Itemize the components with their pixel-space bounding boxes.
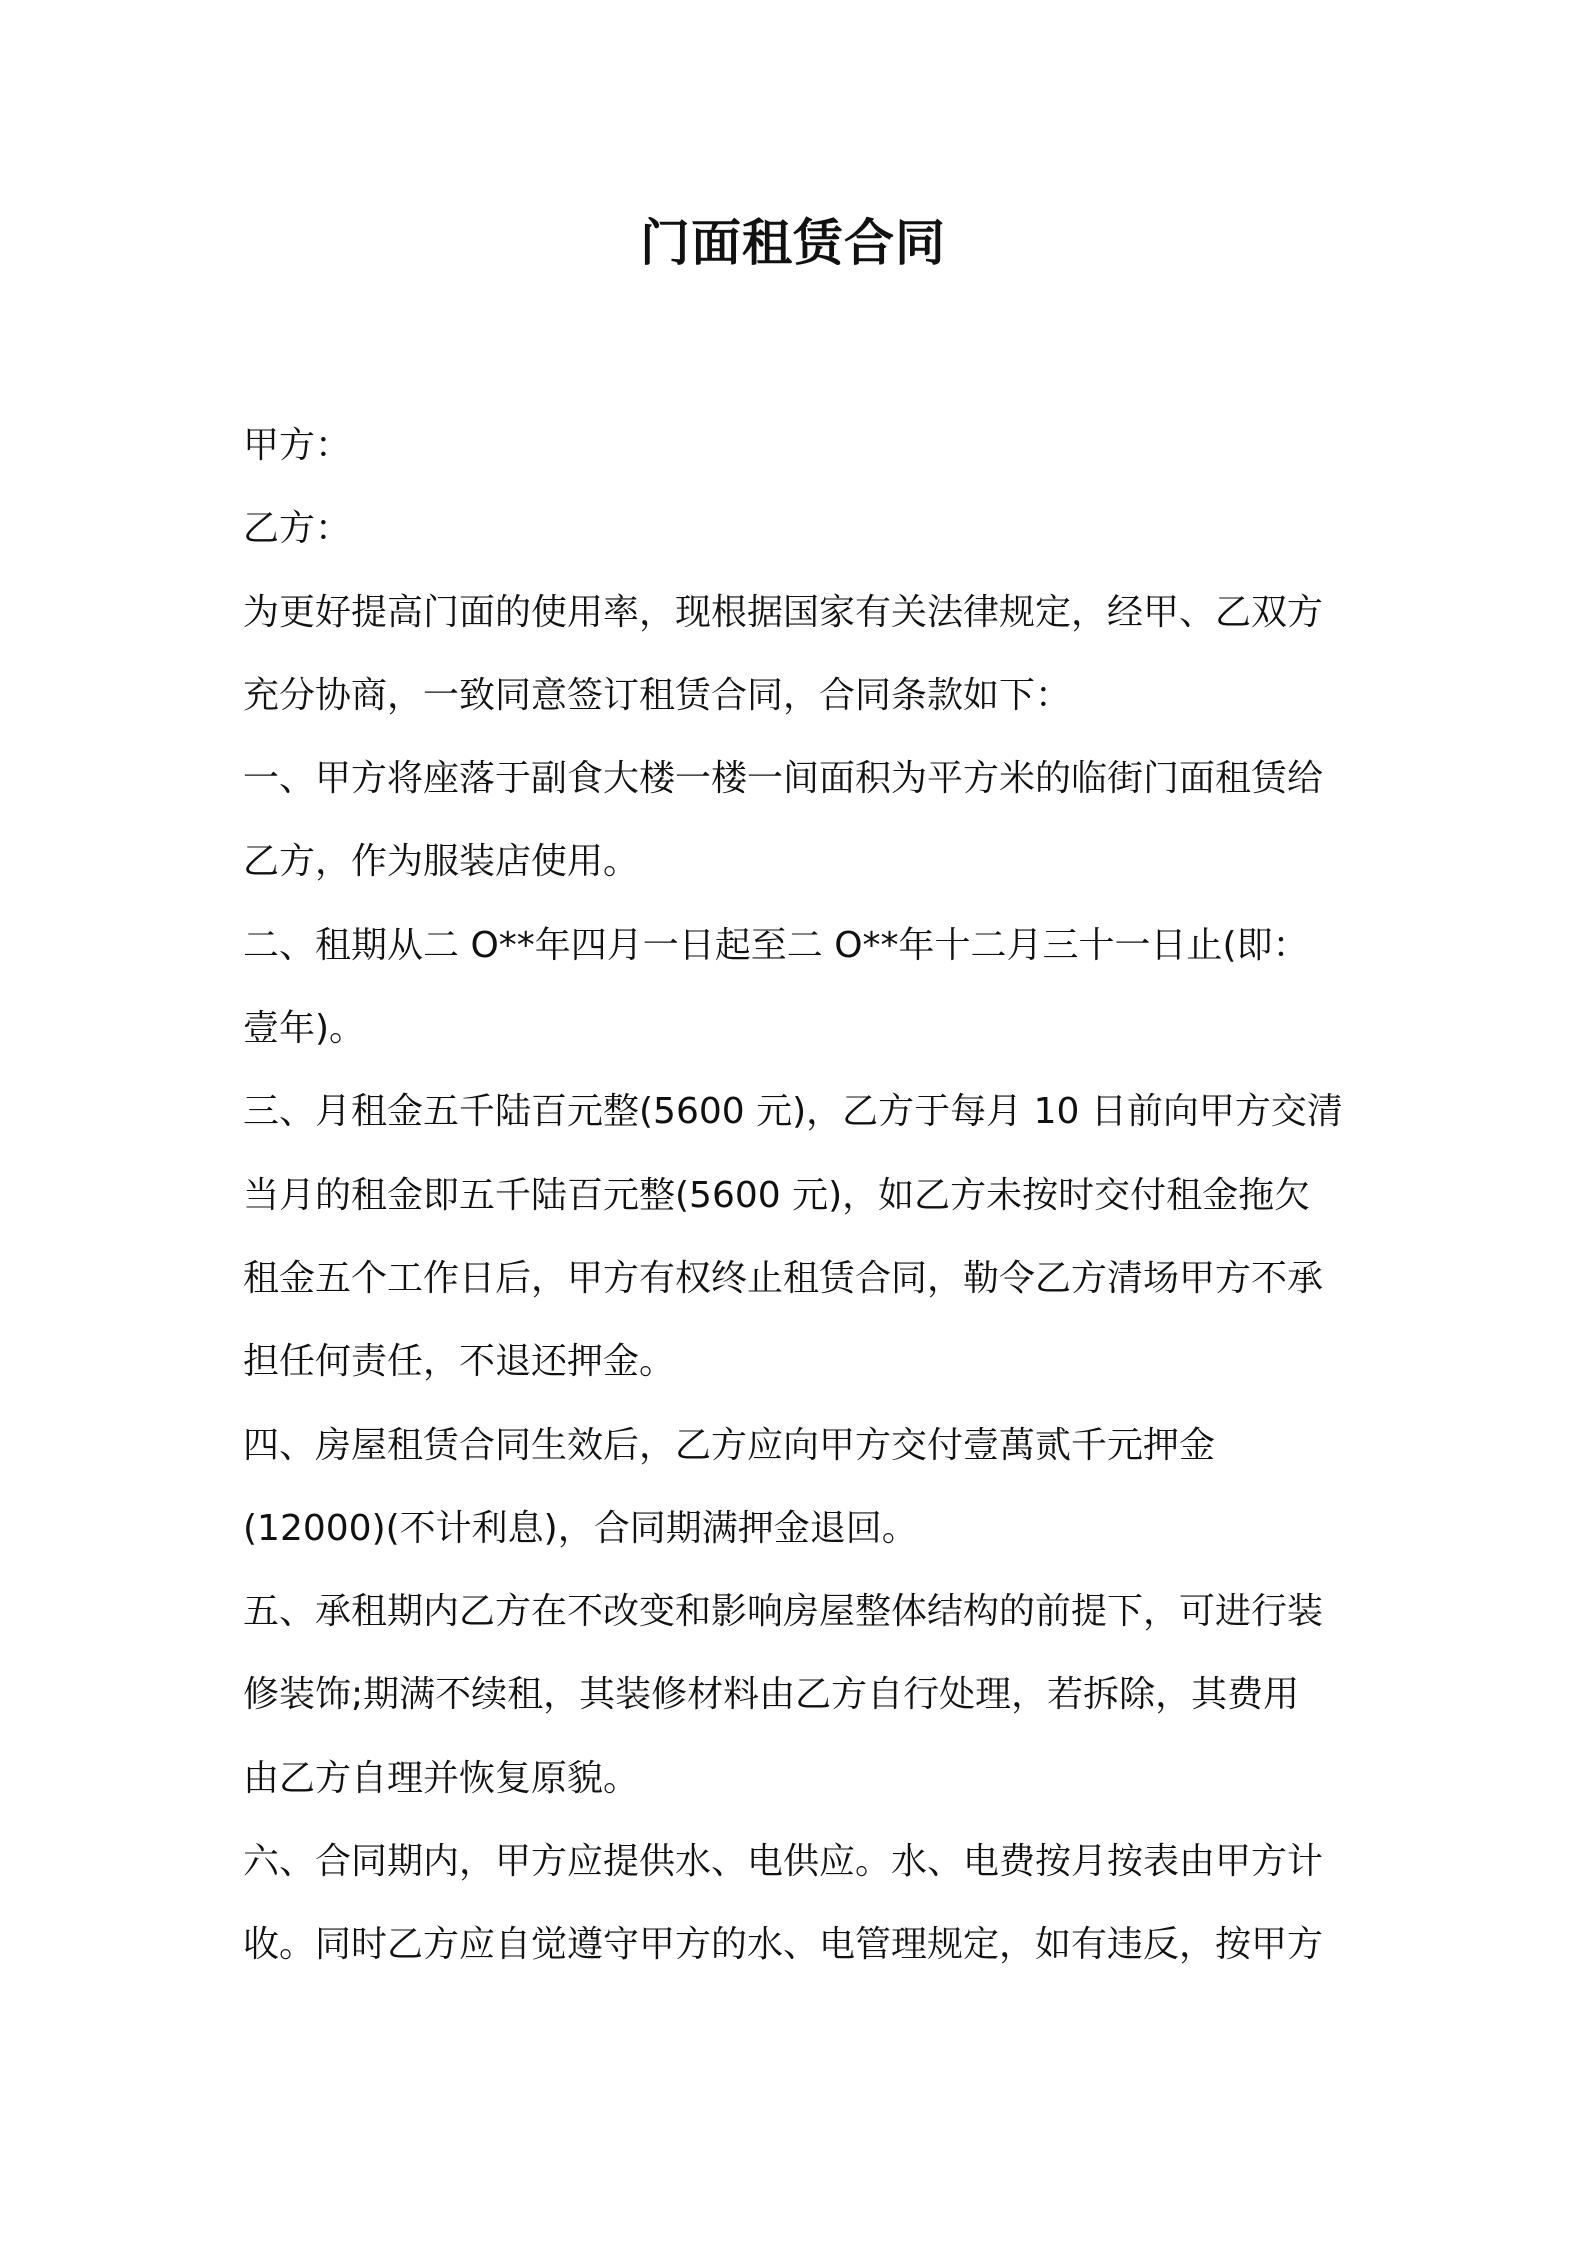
paragraph-clause-1 [243,737,1363,904]
paragraph-party-b [243,487,1363,570]
paragraph-clause-4 [243,1404,1363,1571]
text-line: 三、月租金五千陆百元整(5600 元)，乙方于每月 10 日前向甲方交清 [243,1091,1343,1133]
text-line: 租金五个工作日后，甲方有权终止租赁合同，勒令乙方清场甲方不承 [243,1257,1324,1299]
text-line: 由乙方自理并恢复原貌。 [243,1757,640,1799]
text-line: 充分协商，一致同意签订租赁合同，合同条款如下： [243,674,1072,716]
text-line: 壹年)。 [243,1008,366,1050]
text-line: 六、合同期内，甲方应提供水、电供应。水、电费按月按表由甲方计 [243,1841,1324,1883]
document-title: 门面租赁合同 [640,214,946,272]
text-line: 担任何责任，不退还押金。 [243,1341,676,1383]
paragraph-clause-5 [243,1570,1363,1820]
text-line: 收。同时乙方应自觉遵守甲方的水、电管理规定，如有违反，按甲方 [243,1924,1324,1966]
text-line: 乙方： [243,508,352,550]
document-body [243,404,1363,1987]
text-line: 乙方，作为服装店使用。 [243,841,640,883]
text-line: (12000)(不计利息)，合同期满押金退回。 [243,1507,918,1549]
text-line: 修装饰;期满不续租，其装修材料由乙方自行处理，若拆除，其费用 [243,1674,1300,1716]
text-line: 甲方： [243,425,352,466]
paragraph-preamble [243,571,1363,738]
text-line: 四、房屋租赁合同生效后，乙方应向甲方交付壹萬贰千元押金 [243,1424,1216,1466]
paragraph-clause-6 [243,1820,1363,1987]
text-line: 当月的租金即五千陆百元整(5600 元)，如乙方未按时交付租金拖欠 [243,1174,1311,1216]
text-line: 二、租期从二 O**年四月一日起至二 O**年十二月三十一日止(即： [243,924,1309,966]
paragraph-party-a [243,404,1363,487]
text-line: 一、甲方将座落于副食大楼一楼一间面积为平方米的临街门面租赁给 [243,758,1324,800]
text-line: 为更好提高门面的使用率，现根据国家有关法律规定，经甲、乙双方 [243,591,1324,633]
paragraph-clause-3 [243,1070,1363,1403]
paragraph-clause-2 [243,904,1363,1071]
text-line: 五、承租期内乙方在不改变和影响房屋整体结构的前提下，可进行装 [243,1591,1324,1633]
